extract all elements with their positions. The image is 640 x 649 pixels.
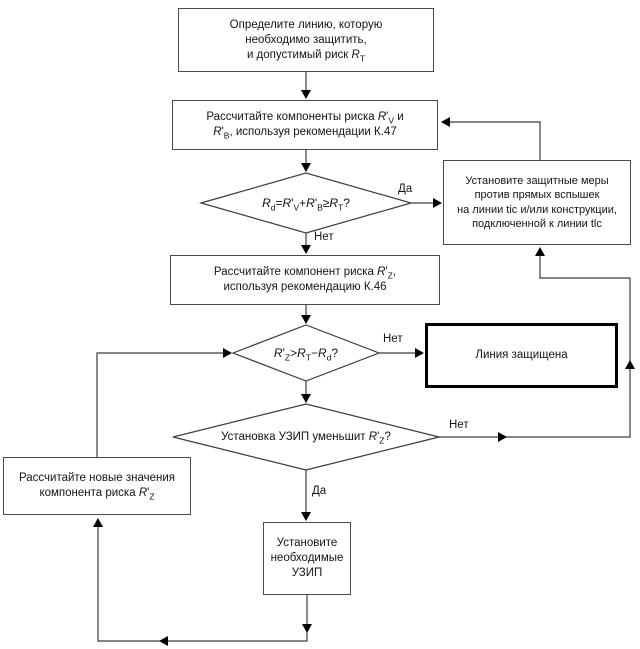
start-node-line: и допустимый риск $R_T$	[246, 48, 366, 63]
arrowhead-up-icon	[535, 247, 545, 256]
calc-new-line: Рассчитайте новые значения	[18, 472, 176, 484]
arrowhead-down-icon	[301, 90, 311, 99]
start-node	[178, 8, 434, 72]
arrowhead-down-icon	[301, 245, 311, 254]
arrowhead-right-icon	[433, 198, 442, 208]
calc-new-node	[3, 457, 191, 515]
decision1-formula: $R_d=R'_V+R'_B\ge R_T$?	[262, 196, 350, 213]
start-node-line: необходимо защитить,	[245, 33, 367, 46]
arrowhead-down-icon	[301, 315, 311, 324]
arrowhead-right-icon	[415, 348, 424, 358]
start-node-line: Определите линию, которую	[229, 18, 383, 31]
decision3-no-label: Нет	[449, 419, 469, 431]
calc-rz-node	[170, 255, 440, 305]
arrowhead-down-icon	[301, 163, 311, 172]
install-spd-line: Установите	[276, 537, 338, 549]
connector-measures-to-calc	[442, 122, 540, 160]
arrowhead-left-icon	[159, 636, 168, 646]
decision2-formula: $R'_Z>R_T-R_d$?	[273, 346, 339, 363]
arrowhead-up-icon	[625, 360, 635, 369]
arrowhead-right-icon	[498, 432, 507, 442]
arrowhead-right-icon	[223, 348, 232, 358]
calc-rz-line: Рассчитайте компонент риска $R'_Z$,	[213, 266, 397, 281]
decision1-label	[201, 173, 411, 233]
install-spd-node	[263, 522, 351, 595]
decision3-formula: Установка УЗИП уменьшит $R'_Z$?	[221, 431, 391, 446]
protect-measures-line: на линии tic и/или конструкции,	[457, 203, 617, 216]
arrowhead-down-icon	[301, 512, 311, 521]
install-spd-line: УЗИП	[291, 567, 323, 579]
arrowhead-down-icon	[301, 394, 311, 403]
protect-measures-line: Установите защитные меры	[465, 174, 609, 187]
arrowhead-left-icon	[441, 117, 450, 127]
decision3-label	[173, 404, 439, 470]
line-protected-label: Линия защищена	[475, 349, 568, 361]
install-spd-line: необходимые	[270, 552, 344, 564]
decision2-no-label: Нет	[383, 333, 403, 345]
decision1-no-label: Нет	[314, 231, 334, 243]
protect-measures-node	[443, 160, 631, 245]
decision3-yes-label: Да	[312, 485, 327, 497]
protect-measures-line: подключенной к линии tlc	[472, 218, 602, 230]
calc-new-line: компонента риска $R'_Z$	[39, 487, 155, 502]
calc-rvb-node	[172, 100, 438, 150]
arrowhead-up-icon	[93, 518, 103, 527]
decision1-yes-label: Да	[398, 183, 413, 195]
calc-rvb-line: $R'_B$, используя рекомендации К.47	[213, 126, 397, 141]
protect-measures-line: против прямых вспышек	[474, 189, 600, 201]
line-protected-node	[425, 323, 618, 388]
calc-rz-line: используя рекомендацию К.46	[223, 281, 387, 293]
decision2-label	[233, 325, 379, 381]
arrowhead-down-icon	[302, 624, 312, 633]
calc-rvb-line: Рассчитайте компоненты риска $R'_V$ и	[206, 111, 404, 126]
